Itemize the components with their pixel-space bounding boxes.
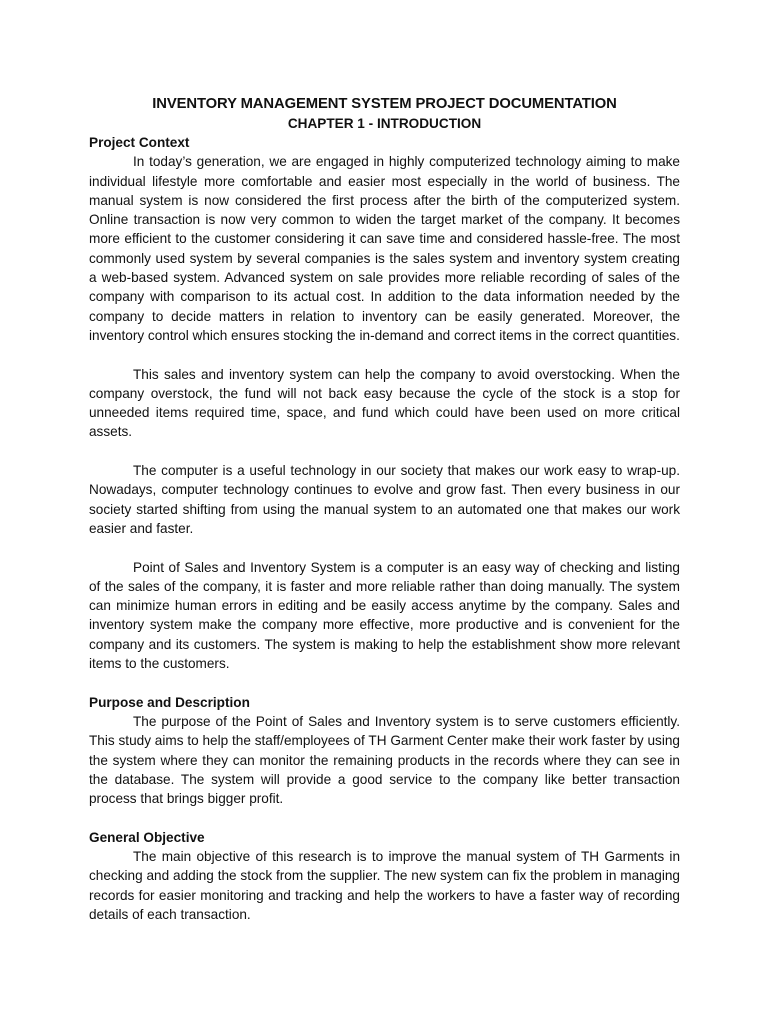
document-title: INVENTORY MANAGEMENT SYSTEM PROJECT DOCUMENTATION	[152, 96, 617, 112]
paragraph: In today’s generation, we are engaged in highly computerized technology aiming to make individual lifestyle more comfortable and easier most especially in the world of business. The manual system is now considered the first process after the birth of the computerized system. Online transaction is now very common to widen the target market of the company. It becomes more efficient to the customer considering it can save time and considered hassle-free. The most commonly used system by several companies is the sales system and inventory system creating a web-based system. Advanced system on sale provides more reliable recording of sales of the company with comparison to its actual cost. In addition to the data information needed by the company to decide matters in relation to inventory can be easily generated. Moreover, the inventory control which ensures stocking the in-demand and correct items in the correct quantities.	[89, 154, 680, 343]
paragraph: The computer is a useful technology in our society that makes our work easy to wrap-up. Nowadays, computer technology continues to evolve and grow fast. Then every business in our society started shifting from using the manual system to an automated one that makes our work easier and faster.	[89, 463, 680, 536]
section-heading: Purpose and Description	[89, 694, 250, 710]
section-heading: Project Context	[89, 135, 190, 150]
section-project-context	[89, 133, 680, 673]
section-purpose-description	[89, 693, 680, 809]
section-general-objective	[89, 828, 680, 924]
chapter-title: CHAPTER 1 - INTRODUCTION	[287, 116, 482, 131]
paragraph: Point of Sales and Inventory System is a computer is an easy way of checking and listing of the sales of the company, it is faster and more reliable rather than doing manually. The system can minimize human errors in editing and be easily access anytime by the company. Sales and inventory system make the company more effective, more productive and is convenient for the company and its customers. The system is making to help the establishment show more relevant items to the customers.	[89, 559, 680, 672]
paragraph: The purpose of the Point of Sales and Inventory system is to serve customers efficiently. This study aims to help the staff/employees of TH Garment Center make their work faster by using the system where they can monitor the remaining products in the records where they can see in the database. The system will provide a good service to the company like better transaction process that brings bigger profit.	[89, 713, 680, 807]
paragraph: This sales and inventory system can help the company to avoid overstocking. When the company overstock, the fund will not back easy because the cycle of the stock is a stop for unneeded items required time, space, and fund which could have been used on more critical assets.	[89, 366, 680, 440]
section-heading: General Objective	[89, 829, 205, 845]
document-body	[89, 95, 680, 924]
paragraph: The main objective of this research is to improve the manual system of TH Garments in checking and adding the stock from the supplier. The new system can fix the problem in managing records for easier monitoring and tracking and help the workers to have a faster way of recording details of each transaction.	[89, 848, 680, 922]
